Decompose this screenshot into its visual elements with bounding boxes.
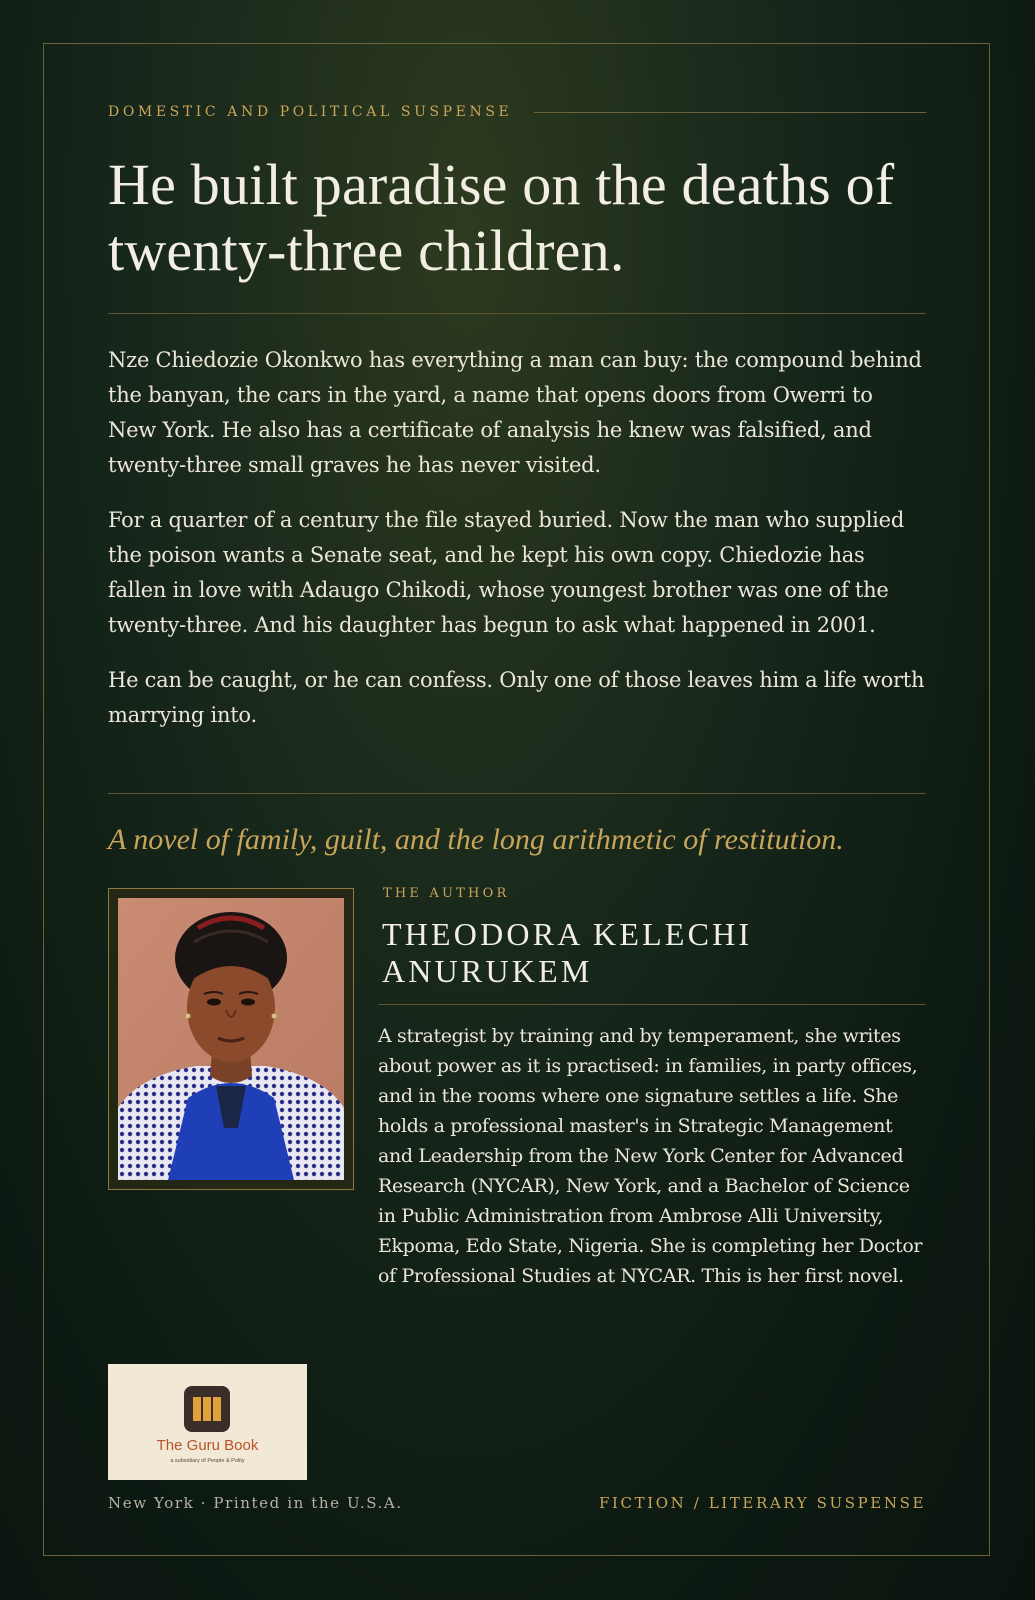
author-section [378,886,926,1291]
book-icon [184,1386,230,1432]
synopsis-paragraph: He can be caught, or he can confess. Only one of those leaves him a life worth marrying into. [108,668,925,727]
headline-divider [108,313,926,314]
author-name-line-1: THEODORA KELECHI [382,916,753,952]
synopsis [108,343,926,753]
author-bio: A strategist by training and by temperament, she writes about power as it is practised: in families, in party offices, and in the rooms where one signature settles a life. She holds a professional master's in Strategic Management and Leadership from the New York Center for Advanced Research (NYCAR), New York, and a Bachelor of Science in Public Administration from Ambrose Alli University, Ekpoma, Edo State, Nigeria. She is completing her Doctor of Professional Studies at NYCAR. This is her first novel. [378,1025,923,1287]
headline [108,152,926,284]
author-name [382,916,926,990]
footer-category: FICTION / LITERARY SUSPENSE [598,1494,926,1512]
publisher-name: The Guru Book [156,1437,259,1454]
author-portrait [108,888,354,1190]
author-divider [378,1004,926,1005]
headline-line-1: He built paradise on the deaths of [108,152,895,217]
genre-row [108,100,926,124]
author-kicker: THE AUTHOR [383,886,510,901]
tagline: A novel of family, guilt, and the long arithmetic of restitution. [108,823,844,856]
author-photo-illustration [118,898,344,1180]
synopsis-paragraph: For a quarter of a century the file stayed buried. Now the man who supplied the poison wants a Senate seat, and he kept his own copy. Chiedozie has fallen in love with Adaugo Chikodi, whose youngest brother was one of the twenty-three. And his daughter has begun to ask what happened in 2001. [108,508,905,637]
genre-label: DOMESTIC AND POLITICAL SUSPENSE [108,104,513,120]
synopsis-divider [108,793,926,794]
publisher-subtitle: a subsidiary of People & Polity [170,1458,245,1464]
footer-location: New York · Printed in the U.S.A. [108,1494,403,1512]
author-name-line-2: ANURUKEM [382,953,593,989]
synopsis-paragraph: Nze Chiedozie Okonkwo has everything a man can buy: the compound behind the banyan, the cars in the yard, a name that opens doors from Owerri to New York. He also has a certificate of analysis he knew was falsified, and twenty-three small graves he has never visited. [108,348,922,477]
genre-divider [534,112,926,113]
publisher-logo [108,1364,307,1480]
headline-line-2: twenty-three children. [108,218,625,283]
